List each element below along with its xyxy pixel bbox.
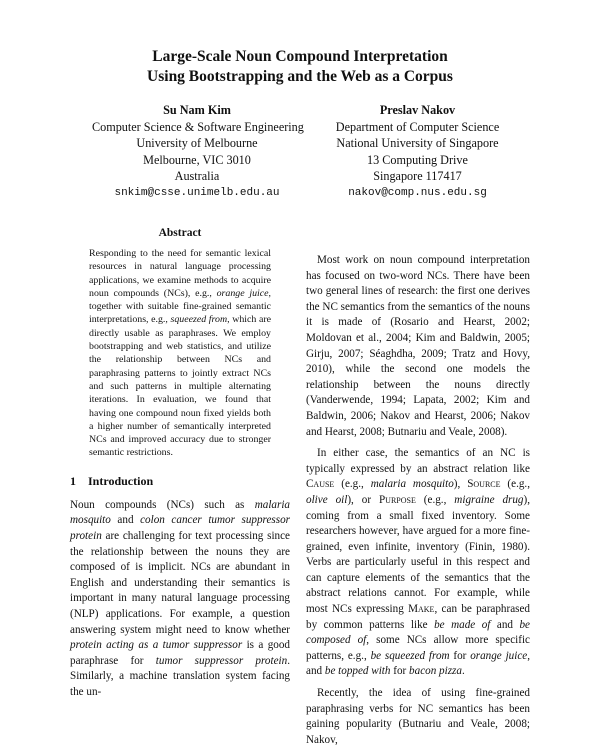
abstract-heading: Abstract: [158, 227, 202, 239]
author-country: Singapore 117417: [373, 169, 462, 183]
section-number: 1: [70, 473, 76, 488]
section-heading-introduction: [70, 474, 290, 489]
left-column: [70, 226, 290, 700]
title-line-2: Using Bootstrapping and the Web as a Corpus: [147, 68, 453, 85]
author-department: Computer Science & Software Engineering: [92, 119, 304, 134]
author-country: Australia: [174, 169, 220, 183]
title-line-1: Large-Scale Noun Compound Interpretation: [152, 48, 448, 65]
author-email: nakov@comp.nus.edu.sg: [348, 186, 487, 199]
author-name: Su Nam Kim: [163, 103, 231, 117]
body-paragraph-1: Most work on noun compound interpretation has focused on two-word NCs. There have been two general lines of research: the first one derives the NC semantics from the semantics of the nouns it is made of (Rosario and Hearst, 2002; Moldovan et al., 2004; Kim and Baldwin, 2005; Girju, 2007; Séaghdha, 2009; Tratz and Hovy, 2010), while the second one models the relationship between the nouns directly (Vanderwende, 1994; Lapata, 2002; Kim and Baldwin, 2006; Nakov and Hearst, 2006; Nakov and Hearst, 2008; Butnariu and Veale, 2008).: [306, 254, 531, 438]
abstract-body: Responding to the need for semantic lexical resources in natural language processing applications, we examine methods to acquire noun compounds (NCs), e.g., orange juice, together with suitable fine-grained semantic interpretations, e.g., squeezed from, which are directly usable as paraphrases. We employ bootstrapping and web statistics, and utilize the relationship between NCs and paraphrasing patterns to jointly extract NCs and such patterns in multiple alternating iterations. In evaluation, we found that having one compound noun fixed yields both a higher number of semantically interpreted NCs and improved accuracy due to stronger semantic restrictions.: [89, 248, 272, 459]
author-city: Melbourne, VIC 3010: [143, 152, 251, 167]
author-name: Preslav Nakov: [379, 103, 456, 117]
body-paragraph-2: In either case, the semantics of an NC is typically expressed by an abstract relation like Cause (e.g., malaria mosquito), Source (e.g., olive oil), or Purpose (e.g., migraine drug), coming from a small fixed inventory. Some researchers however, have argued for a more fine-grained, even infinite, inventory (Finin, 1980). Verbs are particularly useful in this respect and can capture elements of the semantics that the abstract relations cannot. For example, while most NCs expressing Make, can be paraphrased by common patterns like be made of and be composed of, some NCs allow more specific patterns, e.g., be squeezed from for orange juice, and be topped with for bacon pizza.: [306, 447, 531, 678]
paper-title: [0, 47, 600, 87]
author-organization: National University of Singapore: [336, 136, 499, 150]
body-paragraph-3: Recently, the idea of using fine-grained paraphrasing verbs for NC semantics has been gaining popularity (Butnariu and Veale, 2008; Nakov,: [306, 687, 530, 746]
author-block-2: [315, 102, 520, 201]
right-column: [306, 253, 530, 748]
author-organization: University of Melbourne: [136, 136, 258, 150]
author-block-1: [92, 102, 302, 201]
section-title: Introduction: [88, 473, 154, 488]
intro-paragraph: Noun compounds (NCs) such as malaria mosquito and colon cancer tumor suppressor protein are challenging for text processing since the relationship between the nouns they are composed of is implicit. NCs are abundant in English and understanding their semantics is important in many natural language processing (NLP) applications. For example, a question answering system might need to know whether protein acting as a tumor suppressor is a good paraphrase for tumor suppressor protein. Similarly, a machine translation system facing the un-: [70, 498, 291, 698]
author-email: snkim@csse.unimelb.edu.au: [114, 186, 280, 199]
author-city: 13 Computing Drive: [367, 152, 468, 167]
author-department: Department of Computer Science: [335, 119, 500, 134]
